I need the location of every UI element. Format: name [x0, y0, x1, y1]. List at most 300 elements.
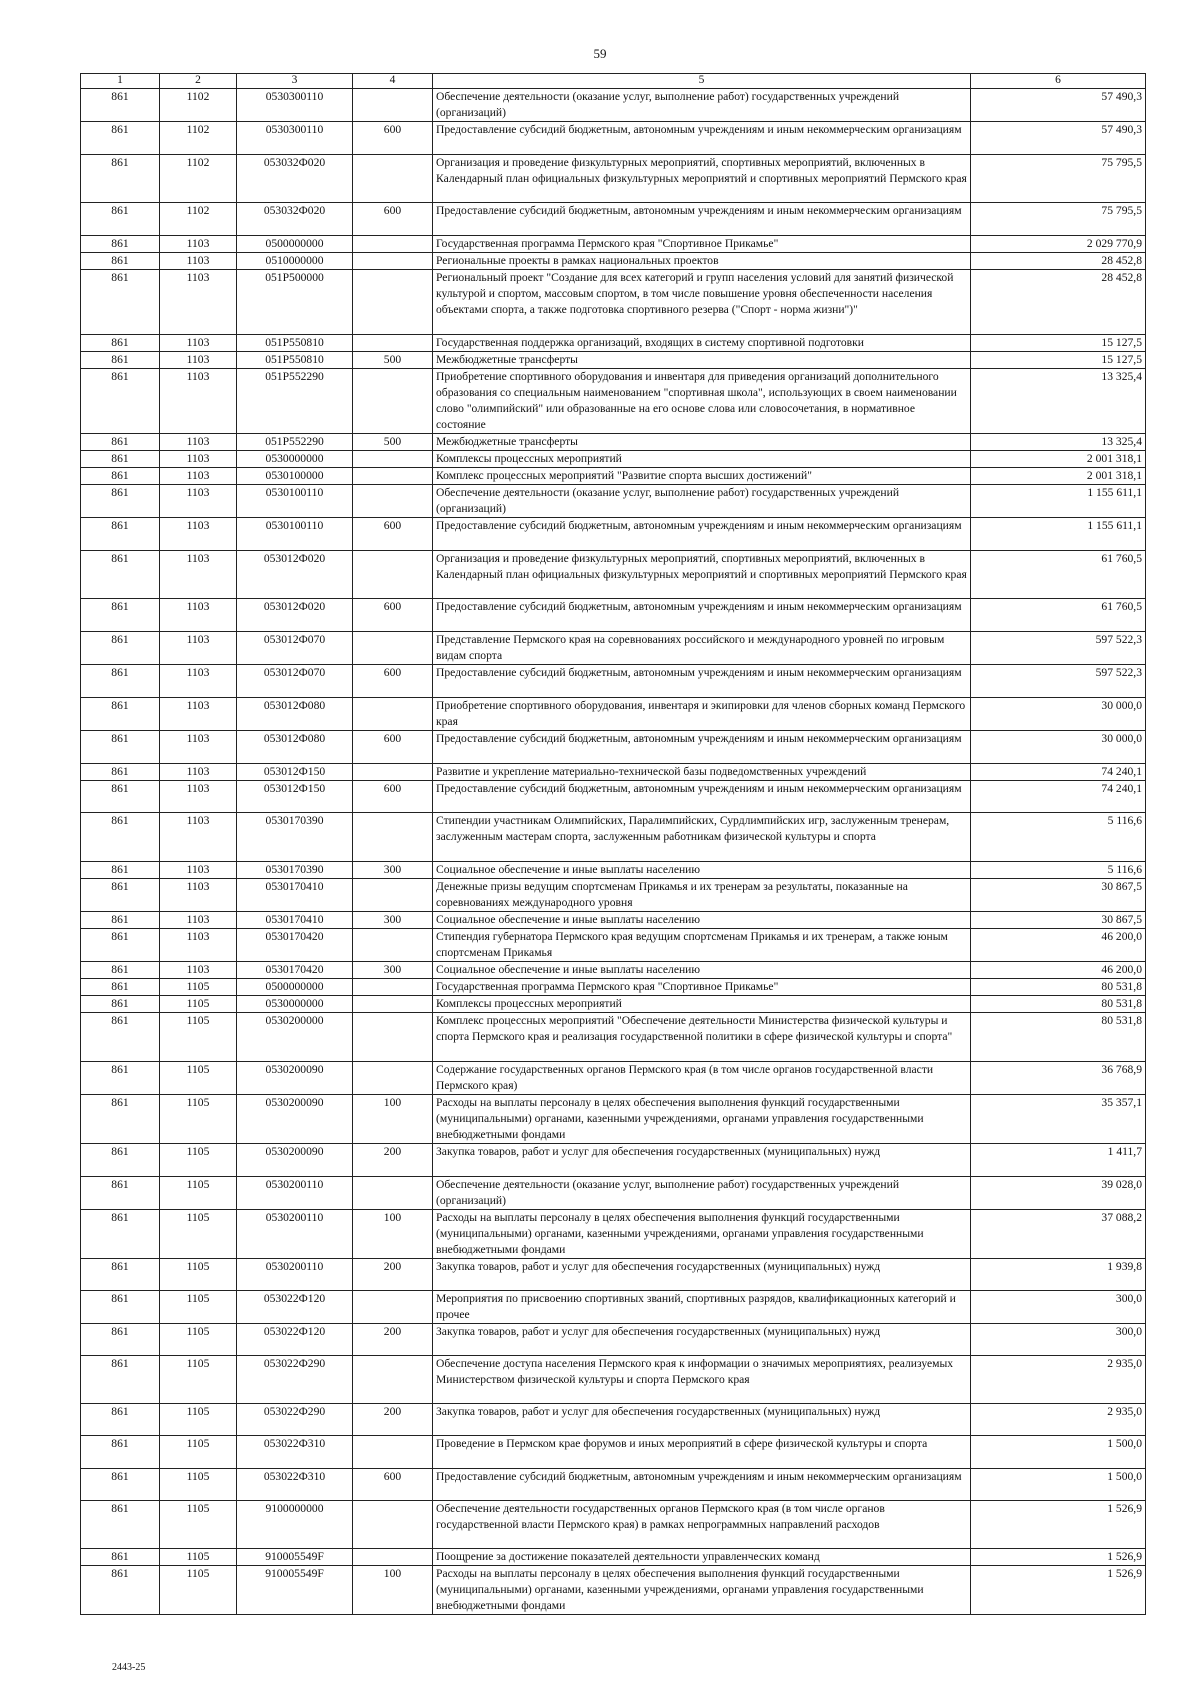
table-row: [81, 236, 1146, 253]
cell-description: Комплекс процессных мероприятий "Обеспечение деятельности Министерства физической культуры и спорта Пермского края и реализация государственной политики в сфере физической культуры и спорта": [433, 1013, 971, 1062]
table-row: [81, 862, 1146, 879]
cell-expense-type: [353, 155, 433, 203]
table-row: [81, 698, 1146, 731]
cell-ministry-code: 861: [81, 1144, 160, 1177]
cell-target-article: 053012Ф150: [237, 764, 353, 781]
cell-ministry-code: 861: [81, 962, 160, 979]
cell-description: Предоставление субсидий бюджетным, автономным учреждениям и иным некоммерческим организациям: [433, 599, 971, 632]
table-row: [81, 203, 1146, 236]
cell-amount: 36 768,9: [971, 1062, 1146, 1095]
cell-ministry-code: 861: [81, 1566, 160, 1615]
cell-description: Государственная поддержка организаций, входящих в систему спортивной подготовки: [433, 335, 971, 352]
header-row: [81, 74, 1146, 89]
cell-target-article: 0530000000: [237, 451, 353, 468]
cell-ministry-code: 861: [81, 1291, 160, 1324]
table-row: [81, 813, 1146, 862]
cell-target-article: 0530000000: [237, 996, 353, 1013]
cell-amount: 28 452,8: [971, 253, 1146, 270]
cell-section-code: 1103: [160, 468, 237, 485]
table-row: [81, 1013, 1146, 1062]
cell-ministry-code: 861: [81, 434, 160, 451]
cell-description: Расходы на выплаты персоналу в целях обеспечения выполнения функций государственными (муниципальными) органами, казенными учреждениями, органами управления государственными внебюджетными фондами: [433, 1210, 971, 1259]
cell-amount: 15 127,5: [971, 335, 1146, 352]
cell-section-code: 1103: [160, 813, 237, 862]
cell-description: Обеспечение доступа населения Пермского края к информации о значимых мероприятиях, реализуемых Министерством физической культуры и спорта Пермского края: [433, 1356, 971, 1404]
cell-description: Социальное обеспечение и иные выплаты населению: [433, 962, 971, 979]
cell-target-article: 0510000000: [237, 253, 353, 270]
cell-section-code: 1102: [160, 155, 237, 203]
cell-target-article: 0530200110: [237, 1177, 353, 1210]
cell-amount: 300,0: [971, 1324, 1146, 1356]
cell-section-code: 1103: [160, 599, 237, 632]
cell-expense-type: [353, 979, 433, 996]
table-row: [81, 352, 1146, 369]
cell-expense-type: [353, 1501, 433, 1549]
cell-target-article: 0530100000: [237, 468, 353, 485]
cell-description: Содержание государственных органов Пермского края (в том числе органов государственной власти Пермского края): [433, 1062, 971, 1095]
cell-expense-type: [353, 996, 433, 1013]
cell-expense-type: 600: [353, 781, 433, 813]
cell-description: Обеспечение деятельности государственных органов Пермского края (в том числе органов государственной власти Пермского края) в рамках непрограммных направлений расходов: [433, 1501, 971, 1549]
cell-ministry-code: 861: [81, 781, 160, 813]
cell-target-article: 053012Ф020: [237, 551, 353, 599]
cell-section-code: 1105: [160, 1356, 237, 1404]
cell-description: Предоставление субсидий бюджетным, автономным учреждениям и иным некоммерческим организациям: [433, 665, 971, 698]
cell-amount: 597 522,3: [971, 665, 1146, 698]
cell-target-article: 0530170420: [237, 929, 353, 962]
table-row: [81, 1404, 1146, 1436]
cell-target-article: 0530200090: [237, 1062, 353, 1095]
cell-section-code: 1105: [160, 1501, 237, 1549]
cell-description: Расходы на выплаты персоналу в целях обеспечения выполнения функций государственными (муниципальными) органами, казенными учреждениями, органами управления государственными внебюджетными фондами: [433, 1566, 971, 1615]
cell-description: Стипендии участникам Олимпийских, Паралимпийских, Сурдлимпийских игр, заслуженным тренерам, заслуженным мастерам спорта, заслуженным работникам физической культуры и спорта: [433, 813, 971, 862]
cell-ministry-code: 861: [81, 451, 160, 468]
cell-amount: 75 795,5: [971, 203, 1146, 236]
cell-expense-type: 300: [353, 912, 433, 929]
table-row: [81, 1291, 1146, 1324]
cell-description: Развитие и укрепление материально-технической базы подведомственных учреждений: [433, 764, 971, 781]
cell-section-code: 1105: [160, 1404, 237, 1436]
cell-expense-type: [353, 335, 433, 352]
cell-description: Организация и проведение физкультурных мероприятий, спортивных мероприятий, включенных в Календарный план официальных физкультурных мероприятий и спортивных мероприятий Пермского края: [433, 155, 971, 203]
table-row: [81, 270, 1146, 335]
cell-description: Предоставление субсидий бюджетным, автономным учреждениям и иным некоммерческим организациям: [433, 731, 971, 764]
cell-expense-type: 100: [353, 1566, 433, 1615]
cell-target-article: 0500000000: [237, 236, 353, 253]
cell-section-code: 1105: [160, 1095, 237, 1144]
cell-ministry-code: 861: [81, 1469, 160, 1501]
cell-description: Государственная программа Пермского края "Спортивное Прикамье": [433, 979, 971, 996]
cell-description: Приобретение спортивного оборудования, инвентаря и экипировки для членов сборных команд Пермского края: [433, 698, 971, 731]
cell-ministry-code: 861: [81, 369, 160, 434]
cell-expense-type: [353, 632, 433, 665]
cell-ministry-code: 861: [81, 1501, 160, 1549]
cell-description: Социальное обеспечение и иные выплаты населению: [433, 912, 971, 929]
cell-target-article: 051P550810: [237, 335, 353, 352]
table-row: [81, 1436, 1146, 1469]
table-row: [81, 731, 1146, 764]
cell-section-code: 1103: [160, 236, 237, 253]
table-row: [81, 369, 1146, 434]
table-row: [81, 335, 1146, 352]
cell-target-article: 051P552290: [237, 434, 353, 451]
cell-section-code: 1103: [160, 665, 237, 698]
cell-description: Комплекс процессных мероприятий "Развитие спорта высших достижений": [433, 468, 971, 485]
cell-ministry-code: 861: [81, 862, 160, 879]
cell-amount: 1 939,8: [971, 1259, 1146, 1291]
cell-amount: 61 760,5: [971, 599, 1146, 632]
cell-amount: 2 001 318,1: [971, 451, 1146, 468]
cell-expense-type: 500: [353, 352, 433, 369]
cell-description: Поощрение за достижение показателей деятельности управленческих команд: [433, 1549, 971, 1566]
cell-section-code: 1105: [160, 1062, 237, 1095]
cell-target-article: 0530100110: [237, 518, 353, 551]
table-row: [81, 89, 1146, 122]
cell-section-code: 1103: [160, 451, 237, 468]
table-row: [81, 1501, 1146, 1549]
cell-ministry-code: 861: [81, 813, 160, 862]
cell-expense-type: [353, 369, 433, 434]
table-row: [81, 485, 1146, 518]
cell-section-code: 1105: [160, 996, 237, 1013]
cell-description: Межбюджетные трансферты: [433, 352, 971, 369]
cell-expense-type: [353, 468, 433, 485]
cell-description: Предоставление субсидий бюджетным, автономным учреждениям и иным некоммерческим организациям: [433, 122, 971, 155]
table-row: [81, 1549, 1146, 1566]
cell-expense-type: 100: [353, 1095, 433, 1144]
table-row: [81, 996, 1146, 1013]
cell-expense-type: 600: [353, 203, 433, 236]
cell-section-code: 1103: [160, 764, 237, 781]
table-row: [81, 962, 1146, 979]
table-row: [81, 879, 1146, 912]
cell-amount: 46 200,0: [971, 929, 1146, 962]
cell-expense-type: [353, 1436, 433, 1469]
cell-ministry-code: 861: [81, 122, 160, 155]
cell-ministry-code: 861: [81, 155, 160, 203]
cell-section-code: 1105: [160, 1144, 237, 1177]
cell-target-article: 053012Ф070: [237, 632, 353, 665]
cell-amount: 80 531,8: [971, 979, 1146, 996]
cell-expense-type: [353, 698, 433, 731]
cell-target-article: 053022Ф290: [237, 1404, 353, 1436]
cell-section-code: 1105: [160, 979, 237, 996]
cell-description: Межбюджетные трансферты: [433, 434, 971, 451]
cell-ministry-code: 861: [81, 1095, 160, 1144]
cell-target-article: 0530170420: [237, 962, 353, 979]
cell-amount: 1 155 611,1: [971, 518, 1146, 551]
cell-target-article: 0530170390: [237, 813, 353, 862]
cell-target-article: 0500000000: [237, 979, 353, 996]
cell-description: Закупка товаров, работ и услуг для обеспечения государственных (муниципальных) нужд: [433, 1259, 971, 1291]
cell-target-article: 0530200090: [237, 1095, 353, 1144]
cell-description: Государственная программа Пермского края "Спортивное Прикамье": [433, 236, 971, 253]
cell-description: Проведение в Пермском крае форумов и иных мероприятий в сфере физической культуры и спорта: [433, 1436, 971, 1469]
table-header: [81, 74, 1146, 89]
cell-section-code: 1103: [160, 781, 237, 813]
cell-amount: 13 325,4: [971, 369, 1146, 434]
cell-target-article: 0530300110: [237, 122, 353, 155]
cell-section-code: 1102: [160, 122, 237, 155]
cell-expense-type: 200: [353, 1324, 433, 1356]
cell-amount: 1 155 611,1: [971, 485, 1146, 518]
cell-target-article: 051P500000: [237, 270, 353, 335]
column-header-1: 1: [81, 74, 160, 89]
cell-amount: 74 240,1: [971, 781, 1146, 813]
cell-section-code: 1103: [160, 879, 237, 912]
table-row: [81, 979, 1146, 996]
cell-section-code: 1102: [160, 89, 237, 122]
cell-amount: 5 116,6: [971, 813, 1146, 862]
cell-ministry-code: 861: [81, 912, 160, 929]
cell-ministry-code: 861: [81, 518, 160, 551]
table-row: [81, 122, 1146, 155]
cell-expense-type: [353, 764, 433, 781]
cell-section-code: 1105: [160, 1324, 237, 1356]
cell-ministry-code: 861: [81, 731, 160, 764]
cell-section-code: 1103: [160, 698, 237, 731]
cell-description: Обеспечение деятельности (оказание услуг, выполнение работ) государственных учреждений (организаций): [433, 1177, 971, 1210]
cell-section-code: 1103: [160, 632, 237, 665]
table-row: [81, 1469, 1146, 1501]
cell-description: Предоставление субсидий бюджетным, автономным учреждениям и иным некоммерческим организациям: [433, 1469, 971, 1501]
cell-ministry-code: 861: [81, 979, 160, 996]
cell-expense-type: [353, 1291, 433, 1324]
cell-target-article: 053032Ф020: [237, 155, 353, 203]
cell-description: Организация и проведение физкультурных мероприятий, спортивных мероприятий, включенных в Календарный план официальных физкультурных мероприятий и спортивных мероприятий Пермского края: [433, 551, 971, 599]
cell-target-article: 053012Ф070: [237, 665, 353, 698]
cell-target-article: 0530200000: [237, 1013, 353, 1062]
cell-target-article: 053012Ф150: [237, 781, 353, 813]
cell-expense-type: 300: [353, 962, 433, 979]
cell-amount: 2 029 770,9: [971, 236, 1146, 253]
cell-expense-type: 600: [353, 518, 433, 551]
table-row: [81, 1259, 1146, 1291]
cell-amount: 30 867,5: [971, 879, 1146, 912]
cell-ministry-code: 861: [81, 698, 160, 731]
budget-table: [80, 73, 1146, 1615]
table-row: [81, 1095, 1146, 1144]
table-row: [81, 1324, 1146, 1356]
page-number: 59: [593, 46, 607, 61]
table-row: [81, 1177, 1146, 1210]
cell-description: Закупка товаров, работ и услуг для обеспечения государственных (муниципальных) нужд: [433, 1324, 971, 1356]
cell-section-code: 1105: [160, 1291, 237, 1324]
table-row: [81, 1062, 1146, 1095]
cell-expense-type: [353, 813, 433, 862]
cell-amount: 39 028,0: [971, 1177, 1146, 1210]
cell-target-article: 053022Ф120: [237, 1324, 353, 1356]
cell-ministry-code: 861: [81, 764, 160, 781]
cell-section-code: 1103: [160, 270, 237, 335]
cell-description: Денежные призы ведущим спортсменам Прикамья и их тренерам за результаты, показанные на соревнованиях международного уровня: [433, 879, 971, 912]
table-row: [81, 599, 1146, 632]
cell-expense-type: [353, 89, 433, 122]
cell-target-article: 053022Ф120: [237, 1291, 353, 1324]
table-row: [81, 1144, 1146, 1177]
cell-target-article: 0530170410: [237, 912, 353, 929]
column-header-3: 3: [237, 74, 353, 89]
cell-amount: 61 760,5: [971, 551, 1146, 599]
table-row: [81, 929, 1146, 962]
cell-amount: 75 795,5: [971, 155, 1146, 203]
cell-ministry-code: 861: [81, 1436, 160, 1469]
cell-target-article: 053022Ф310: [237, 1436, 353, 1469]
cell-amount: 1 526,9: [971, 1549, 1146, 1566]
cell-target-article: 0530300110: [237, 89, 353, 122]
cell-description: Обеспечение деятельности (оказание услуг, выполнение работ) государственных учреждений (организаций): [433, 89, 971, 122]
cell-ministry-code: 861: [81, 1259, 160, 1291]
cell-section-code: 1103: [160, 253, 237, 270]
cell-amount: 80 531,8: [971, 1013, 1146, 1062]
cell-section-code: 1105: [160, 1210, 237, 1259]
cell-target-article: 053022Ф310: [237, 1469, 353, 1501]
cell-target-article: 0530200110: [237, 1259, 353, 1291]
cell-description: Предоставление субсидий бюджетным, автономным учреждениям и иным некоммерческим организациям: [433, 781, 971, 813]
cell-ministry-code: 861: [81, 1404, 160, 1436]
cell-amount: 74 240,1: [971, 764, 1146, 781]
table-row: [81, 1210, 1146, 1259]
cell-ministry-code: 861: [81, 879, 160, 912]
table-row: [81, 912, 1146, 929]
cell-target-article: 051P552290: [237, 369, 353, 434]
cell-target-article: 053012Ф020: [237, 599, 353, 632]
cell-amount: 30 000,0: [971, 698, 1146, 731]
cell-section-code: 1105: [160, 1177, 237, 1210]
cell-amount: 1 526,9: [971, 1566, 1146, 1615]
cell-ministry-code: 861: [81, 1210, 160, 1259]
cell-amount: 300,0: [971, 1291, 1146, 1324]
cell-amount: 57 490,3: [971, 122, 1146, 155]
cell-ministry-code: 861: [81, 996, 160, 1013]
table-row: [81, 551, 1146, 599]
cell-expense-type: [353, 1549, 433, 1566]
table-row: [81, 468, 1146, 485]
cell-amount: 5 116,6: [971, 862, 1146, 879]
cell-target-article: 053012Ф080: [237, 698, 353, 731]
cell-expense-type: [353, 270, 433, 335]
cell-amount: 30 867,5: [971, 912, 1146, 929]
table-body: [81, 89, 1146, 1615]
cell-description: Предоставление субсидий бюджетным, автономным учреждениям и иным некоммерческим организациям: [433, 203, 971, 236]
cell-section-code: 1105: [160, 1436, 237, 1469]
cell-section-code: 1103: [160, 962, 237, 979]
cell-amount: 2 935,0: [971, 1404, 1146, 1436]
cell-section-code: 1103: [160, 369, 237, 434]
cell-ministry-code: 861: [81, 468, 160, 485]
cell-target-article: 053032Ф020: [237, 203, 353, 236]
cell-section-code: 1105: [160, 1259, 237, 1291]
cell-expense-type: [353, 236, 433, 253]
cell-target-article: 053012Ф080: [237, 731, 353, 764]
cell-target-article: 0530170390: [237, 862, 353, 879]
cell-ministry-code: 861: [81, 485, 160, 518]
cell-ministry-code: 861: [81, 1549, 160, 1566]
cell-target-article: 0530200090: [237, 1144, 353, 1177]
cell-section-code: 1105: [160, 1469, 237, 1501]
cell-section-code: 1103: [160, 912, 237, 929]
cell-amount: 30 000,0: [971, 731, 1146, 764]
cell-amount: 13 325,4: [971, 434, 1146, 451]
footer-document-code: 2443-25: [112, 1662, 146, 1673]
cell-target-article: 910005549F: [237, 1566, 353, 1615]
cell-ministry-code: 861: [81, 1177, 160, 1210]
cell-section-code: 1103: [160, 434, 237, 451]
cell-section-code: 1105: [160, 1549, 237, 1566]
cell-expense-type: 200: [353, 1404, 433, 1436]
cell-amount: 1 411,7: [971, 1144, 1146, 1177]
cell-section-code: 1103: [160, 335, 237, 352]
cell-description: Мероприятия по присвоению спортивных званий, спортивных разрядов, квалификационных категорий и прочее: [433, 1291, 971, 1324]
cell-amount: 35 357,1: [971, 1095, 1146, 1144]
cell-expense-type: 600: [353, 599, 433, 632]
cell-ministry-code: 861: [81, 1013, 160, 1062]
cell-expense-type: [353, 1356, 433, 1404]
table-row: [81, 155, 1146, 203]
cell-description: Региональные проекты в рамках национальных проектов: [433, 253, 971, 270]
cell-description: Предоставление субсидий бюджетным, автономным учреждениям и иным некоммерческим организациям: [433, 518, 971, 551]
cell-section-code: 1103: [160, 485, 237, 518]
cell-description: Обеспечение деятельности (оказание услуг, выполнение работ) государственных учреждений (организаций): [433, 485, 971, 518]
cell-amount: 28 452,8: [971, 270, 1146, 335]
cell-amount: 57 490,3: [971, 89, 1146, 122]
cell-ministry-code: 861: [81, 599, 160, 632]
cell-ministry-code: 861: [81, 1356, 160, 1404]
cell-ministry-code: 861: [81, 89, 160, 122]
cell-ministry-code: 861: [81, 632, 160, 665]
cell-expense-type: [353, 1062, 433, 1095]
cell-target-article: 051P550810: [237, 352, 353, 369]
column-header-2: 2: [160, 74, 237, 89]
cell-section-code: 1103: [160, 551, 237, 599]
table-row: [81, 434, 1146, 451]
cell-section-code: 1102: [160, 203, 237, 236]
cell-amount: 15 127,5: [971, 352, 1146, 369]
cell-expense-type: [353, 1177, 433, 1210]
cell-amount: 46 200,0: [971, 962, 1146, 979]
cell-amount: 1 500,0: [971, 1436, 1146, 1469]
cell-expense-type: [353, 485, 433, 518]
cell-description: Стипендия губернатора Пермского края ведущим спортсменам Прикамья и их тренерам, а также юным спортсменам Прикамья: [433, 929, 971, 962]
cell-target-article: 910005549F: [237, 1549, 353, 1566]
cell-description: Комплексы процессных мероприятий: [433, 451, 971, 468]
column-header-5: 5: [433, 74, 971, 89]
table-row: [81, 764, 1146, 781]
table-row: [81, 781, 1146, 813]
cell-description: Региональный проект "Создание для всех категорий и групп населения условий для занятий физической культурой и спортом, массовым спортом, в том числе повышение уровня обеспеченности населения объектами спорта, а также подготовка спортивного резерва ("Спорт - норма жизни")": [433, 270, 971, 335]
table-row: [81, 1356, 1146, 1404]
cell-ministry-code: 861: [81, 1324, 160, 1356]
cell-expense-type: 100: [353, 1210, 433, 1259]
cell-section-code: 1103: [160, 862, 237, 879]
table-row: [81, 518, 1146, 551]
cell-expense-type: [353, 551, 433, 599]
cell-expense-type: 600: [353, 122, 433, 155]
cell-ministry-code: 861: [81, 665, 160, 698]
cell-ministry-code: 861: [81, 236, 160, 253]
cell-ministry-code: 861: [81, 335, 160, 352]
cell-amount: 1 526,9: [971, 1501, 1146, 1549]
cell-description: Приобретение спортивного оборудования и инвентаря для приведения организаций дополнительного образования со специальным наименованием "спортивная школа", использующих в своем наименовании слово "олимпийский" или образованные на его основе слова или словосочетания, в нормативное состояние: [433, 369, 971, 434]
table-row: [81, 253, 1146, 270]
cell-description: Расходы на выплаты персоналу в целях обеспечения выполнения функций государственными (муниципальными) органами, казенными учреждениями, органами управления государственными внебюджетными фондами: [433, 1095, 971, 1144]
cell-expense-type: [353, 929, 433, 962]
cell-expense-type: [353, 253, 433, 270]
cell-target-article: 0530170410: [237, 879, 353, 912]
cell-target-article: 053022Ф290: [237, 1356, 353, 1404]
table-row: [81, 1566, 1146, 1615]
cell-target-article: 0530200110: [237, 1210, 353, 1259]
